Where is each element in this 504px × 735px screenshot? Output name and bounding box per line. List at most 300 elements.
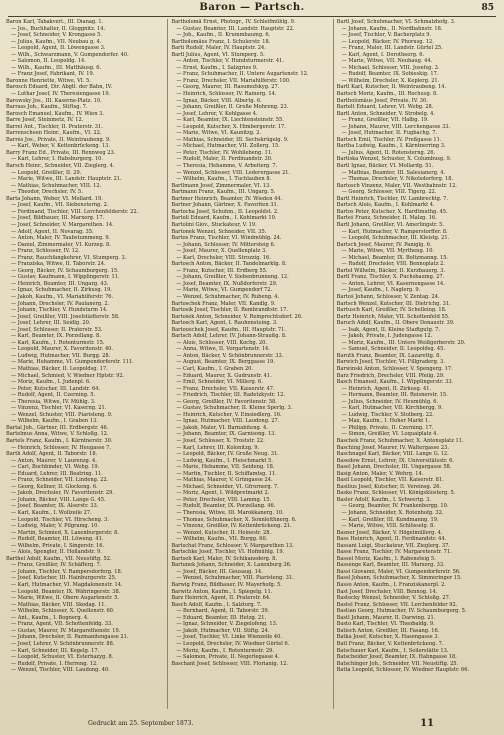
directory-entry: Baruch Adolf, Kaufm., II. Obere Donaustr. 39. (336, 320, 455, 327)
directory-entry: Baschnagel Karl, Bäcker, VIII. Lange G. 12. (336, 451, 449, 458)
directory-entry: — Carl, Kaufm., I. Graben 20. (176, 365, 254, 372)
directory-entry: — Josef, Greißler, VIII. Josefstädterstr. 58. (11, 313, 120, 320)
directory-entry: — Rudolf, Beamter, III. Löweng. 41. (11, 536, 104, 543)
directory-entry: Bartsch Moriz, Kaufm., III. Rochusg. 8. (336, 91, 438, 98)
directory-entry: Bastel Franz, Schlosser, VII. Lerchenfelder 92. (336, 601, 458, 608)
directory-entry: Bartošek Anton, Schneider, V. Reinprechtsdorf. 26. (171, 313, 303, 320)
directory-entry: — Gustav, Maurer, IV. Margarethenstr. 19. (11, 627, 121, 634)
directory-entry: Bartschke Josef, Tischler, VI. Hofmühlg. 19. (171, 549, 285, 556)
directory-entry: — Jakob, Private, I. Judengasse 12. (341, 333, 433, 340)
directory-entry: — Ferdinand, Tischler, VIII. Lerchenfelderstr. 22. (11, 208, 139, 215)
directory-entry: — Leopold, Tischler, VI. Hirscheng. 3. (11, 516, 109, 523)
directory-entry: — Mathias, Beamter, III. Salesianerg. 4. (341, 169, 446, 176)
directory-entry: — Thomas, Schuhmacher, X. Sonnleithnerg. 6. (176, 516, 297, 523)
directory-entry: — Marie, Witwe, II. Obere Augartenstr. 5. (11, 595, 120, 602)
directory-entry: Bartl Heinrich, Tischler, IV. Lambrechtg. 7. (336, 195, 449, 202)
directory-entry: — Leopold, Agent, II. Löwengasse 3. (11, 45, 106, 52)
directory-entry: Bartelmus Anna, Witwe, V. Schloßg. 12. (6, 431, 109, 438)
directory-entry: Barrenscheen Heinr., Kaufm., VI. 22. (6, 130, 102, 137)
directory-entry: — Thomas, Drechsler, V. Nikolsdorferg. 18. (341, 176, 454, 183)
directory-entry: — Josef, Tischler, V. Bacherplatz 9. (341, 32, 432, 39)
directory-entry: — Johann, Beamter, IX. Garnisong. 13. (176, 431, 276, 438)
directory-entry: Bartholomäus Josef, Private, IV. 30. (336, 97, 428, 104)
directory-entry: Barre Josef, Steinmetz, IV. 12. (6, 117, 84, 124)
directory-entry: — Josef, Maurer, X. Quellenplatz 3. (176, 248, 267, 255)
directory-entry: — Franz Josef, Fabrikant, IV. 19. (11, 71, 95, 78)
directory-entry: — Mathias, Schuhmacher, VIII. 12. (11, 182, 102, 189)
directory-entry: Barowsky Jos., III. Kaserne-Platz. 10. (6, 97, 102, 104)
directory-columns (6, 19, 498, 709)
directory-entry: Batscheider Josef, Beamter, IX. Hahngasse 18. (336, 654, 457, 661)
directory-entry: Bartsch Josef, Maurer, IV. Paniglg. 6. (336, 241, 432, 248)
directory-entry: — Peter, Tischler, IV. Wohllebeng. 11. (176, 149, 273, 156)
directory-entry: Basil Leopold, Tischler, VII. Kaiserstr. 81. (336, 477, 444, 484)
directory-entry: — Johann, Kaufm., II. Nordbahnstr. 18. (341, 25, 443, 32)
directory-entry: — Ernst, Kaufm., I. Salzgries 9. (176, 64, 258, 71)
directory-entry: — Adolf, Agent, II. Novarag. 35. (11, 228, 94, 235)
directory-entry: — Salomon, II. Leopoldg. 14. (11, 58, 86, 65)
directory-entry: — Jakob, Maler, VI. Barnabiteng. 4. (176, 424, 268, 431)
directory-entry: Bartels Franz, Kaufm., I. Kärntnerstr. 30. (6, 438, 113, 444)
directory-entry: — Philipp, Private, II. Czerning. 17. (341, 424, 434, 431)
directory-entry: — Leopold, Maurer, X. Favoritenstr. 40. (11, 346, 114, 353)
directory-entry: — Daniel, Zimmermaler, VI. Kurzeg. 8. (11, 241, 111, 248)
directory-entry: — Jakob, Drechsler, IV. Favoritenstr. 29. (11, 490, 114, 497)
directory-entry: — Josef, Bäcker, III. Geusaug. 14. (176, 568, 263, 575)
directory-entry: — Julius, Schneider, IV. Heumühlg. 6. (341, 398, 439, 405)
directory-entry: — Michael, Schmied, V. Wiedner Hptstr. 92. (11, 372, 125, 379)
directory-entry: — Georg, Maurer, III. Rasumofskyg. 27. (176, 84, 280, 91)
directory-entry: Barrel Ant., Tischler, II. Praterstr. 31. (6, 123, 103, 130)
directory-entry: Basse Franz, Tischler, IV. Margaretenstr. 71. (336, 549, 452, 556)
directory-entry: — Simon, Greißler, VI. Loquaiplatz 4. (341, 431, 438, 438)
directory-entry: — Karl, Beamter, IX. Porzellang. 8. (11, 333, 101, 340)
directory-entry: — Leopold, Schuhmacher, III. Kleistg. 21. (341, 235, 450, 242)
directory-entry: Bartl Anton, Schneider, V. Strobelg. 4. (336, 110, 436, 117)
directory-entry: — Georg, Kellner, II. Glockeng. 6. (11, 483, 98, 490)
directory-entry: — Josef, Kaufm., VII. Siebensterng. 2. (11, 202, 109, 209)
directory-entry: — Theodor, Drechsler, IV. 5. (11, 189, 83, 196)
directory-entry: — Alois, Schlosser, VIII. Kochg. 20. (176, 339, 267, 346)
directory-entry: — Julius, Kaufm., VII. Neubau g. 4. (11, 38, 102, 45)
directory-entry: — Moriz, Kaufm., III. Untere Weißgerberstr. 20. (341, 339, 466, 346)
directory-entry: Bartsch Wenzel, Kutscher, III. Dietrichg. 31. (336, 300, 451, 307)
directory-entry: Barosch Eduard, Dir. Abgtl. der Bahn, IV. (6, 84, 113, 91)
directory-entry: — Anton, Maurer, V. Laurenzg. 4. (11, 457, 97, 464)
directory-entry: — Max, Kaufm., I. Hoher Markt 1. (341, 418, 430, 425)
directory-entry: — Heinrich, Beamter, III. Ungarg. 43. (11, 280, 109, 287)
directory-entry: Basto Karl, Tischler, VI. Theobaldg. 9. (336, 621, 435, 628)
directory-entry: Bassel Moriz, Kaufm., I. Rabensteig 5. (336, 555, 436, 562)
directory-entry: Basch Emanuel, Kaufm., I. Wipplingerstr. 33. (336, 379, 454, 386)
directory-entry: — Johann, Schneider, X. Rotenhofg. 32. (341, 510, 444, 517)
directory-entry: — Gustav, Beamter, III. Landstr. Hauptstr. 22. (176, 25, 295, 32)
directory-entry: — Michael, Beamter, IX. Boltzmanng. 15. (341, 254, 449, 261)
directory-entry: Bartos Peter, Kutscher, X. Hardtmuthg. 45. (336, 208, 448, 215)
directory-entry: — Marie, Witwe, VII. Myrtheng. 10. (341, 248, 435, 255)
directory-entry: — Carl, Buchbinder, VI. Webg. 19. (11, 464, 100, 471)
directory-entry: — Josef, Beamter, IX. Alserstr. 33. (11, 503, 99, 510)
directory-entry: Barwitz Anton, Kaufm., I. Spiegelg. 11. (171, 588, 273, 595)
directory-entry: — Vinzenz, Greißler, IV. Kettenbrückeng. 21. (176, 523, 292, 530)
directory-entry: — Joh., Kaufm., II. Krummbaumg. 6. (176, 32, 271, 39)
directory-entry: Basso Anton, Kaufm., I. Franziskanerpl. 2. (336, 582, 446, 589)
directory-entry: — Ignaz, Schuhmacher, II. Zirkusg. 19. (11, 287, 112, 294)
directory-entry: — Hermann, Beamter, III. Reisnerstr. 15. (341, 392, 448, 399)
directory-entry: — Jakob, Kaufm., VI. Mariahilferstr. 76. (11, 293, 114, 300)
directory-entry: — Ludwig, Maler, V. Pilgramg. 10. (11, 523, 100, 530)
directory-entry: — Franz, Maler, III. Landstr. Gürtel 25. (341, 45, 443, 52)
directory-entry: Basilius Josef, Kutscher, II. Vereinsg. 26. (336, 483, 442, 490)
directory-entry: Barwich Josef, Tischler, VI. Fillgraderg. 3. (336, 359, 445, 366)
directory-entry: — Marie, Witwe, VIII. Schlösselg. 8. (341, 523, 435, 530)
directory-entry: — Martin, Schmied, X. Laxenburgerstr. 8. (11, 529, 119, 536)
directory-entry: — Leopold, Drechsler, IV. Wiedner Gürtel 6. (176, 640, 290, 647)
directory-entry: — Josef, Schneider, V. Margarethen. 14. (11, 221, 114, 228)
directory-entry: Batschauer Karl, Kaufm., I. Seilerstätte 13. (336, 647, 449, 654)
directory-entry: — Leopold, Schuster, VI. Esterhazyg. 8. (11, 654, 114, 661)
directory-entry: — Franz, Schneider, VII. Lindeng. 22. (11, 477, 109, 484)
directory-entry: — Josef, Beamter, IX. Nußdorferstr. 29. (176, 280, 278, 287)
directory-entry: — Johann, Schlosser, IV. Mittersteig 6. (176, 241, 276, 248)
directory-entry: — Michael, Hutmacher, VII. Zollerg. 15. (176, 143, 280, 150)
page-header (0, 2, 504, 16)
directory-entry: Barwinski Anton, Schlosser, V. Spengerg. 17. (336, 365, 453, 372)
directory-entry: — Wenzel, Kutscher, II. Heinestr. 28. (176, 529, 272, 536)
directory-entry: — Eduard, Lehrer, III. Beatrixg. 11. (11, 470, 103, 477)
directory-entry: Baron Karl, Tabakverl., III. Dianag. 1. (6, 19, 104, 25)
directory-entry: — Franz, Agent, VII. Schottenfeldg. 33. (11, 621, 113, 628)
directory-entry: — Ludwig, Kaufm., I. Fleischmarkt 5. (176, 457, 273, 464)
directory-entry: Baruth Franz, Beamter, IX. Lazarettg. 8. (336, 352, 442, 359)
directory-entry: — Franz, Drechsler, VII. Mariahilferstr. 100. (176, 77, 291, 84)
directory-entry: Bartoli Eduard, Kaufm., I. Kohlmarkt 10. (171, 215, 277, 222)
directory-entry: — Wenzel, Schuhmacher, IV. Rubeng. 4. (176, 293, 280, 300)
directory-entry: — Bernhard, Agent, II. Taborstr. 39. (176, 608, 270, 615)
directory-entry: Basch Adolf, Kaufm., I. Salztorg. 7. (171, 601, 262, 608)
directory-entry: — Theresia, Witwe, IV. Mühlg. 3. (11, 398, 96, 405)
directory-entry: — Emil, Schneider, VI. Millerg. 6. (176, 379, 263, 386)
directory-entry: — Josef, Hutmacher, II. Fugbachg. 7. (341, 130, 438, 137)
directory-entry: Barthel Adolf, Kaufm., VII. Neustiftg. 52. (6, 555, 112, 562)
directory-entry: — Karl, Hutmacher, VII. Kirchbergg. 9. (341, 405, 443, 412)
directory-entry: — Marie, Hebamme, VII. Seideng. 18. (176, 464, 275, 471)
directory-entry: — Marie, Witwe, VI. Kaunitzg. 2. (176, 130, 262, 137)
directory-entry: Bartl Johann, Greißler, VI. Amerlingstr. 5. (336, 221, 445, 228)
directory-entry: — Leopold, Bäcker, IV. Phorusg. 12. (341, 38, 434, 45)
directory-entry: — Josef, Tischler, VI. Linke Wienzeile 40. (176, 634, 282, 641)
directory-entry: Bartosch Vinzenz, Maler, VII. Westbahnstr. 12. (336, 182, 457, 189)
directory-entry: — Franz, Kutscher, III. Erdberg 55. (176, 267, 268, 274)
directory-entry: — Michael, Schlosser, VIII. Josefsg. 3. (341, 64, 440, 71)
directory-entry: — Johann, Maurer, VIII. Lerchengasse 33. (341, 123, 451, 130)
directory-entry: — Karl, Lehrer, I. Habsburgerg. 10. (11, 156, 103, 163)
directory-entry: — Josef, Lehrer, III. Seidlg. 20. (11, 320, 91, 327)
header-rule (8, 16, 496, 17)
directory-entry: Bassi Giovanni, Maler, VI. Gumpendorferstr. 56. (336, 568, 461, 575)
directory-entry: — Josef, Kutscher, III. Hainburgerstr. 25. (11, 575, 117, 582)
directory-entry: Batschinger Joh., Schneider, VII. Neustiftg. 25. (336, 660, 459, 667)
directory-entry: — Karl, Lehrer, III. Kolonitzg. 9. (176, 444, 260, 451)
directory-entry: — Josef, Schlosser, II. Praterstr. 53. (11, 326, 103, 333)
directory-entry: Barry Franz Ed., Private, III. Rennweg 23. (6, 149, 116, 156)
directory-entry: — Rudolf, Maler, II. Ferdinandstr. 30. (176, 156, 273, 163)
directory-entry: — Anton, Tischler, V. Hundsturmerstr. 41. (176, 58, 284, 65)
column-3 (337, 19, 498, 709)
directory-entry: — Wilhelm, Kaufm., I. Tuchlauben 8. (176, 176, 272, 183)
directory-entry: — Julius, Agent, II. Rotensterng. 26. (341, 149, 436, 156)
directory-entry: — Marie, Witwe, III. Landstr. Hauptstr. 21. (11, 176, 122, 183)
directory-entry: — Johann, Bäcker, VIII. Lange G. 45. (11, 496, 106, 503)
directory-entry: — Wilhelm, Schlosser, X. Quellenstr. 60. (11, 608, 115, 615)
directory-entry: Basel Johann, Drechsler, III. Ungargasse 58. (336, 464, 452, 471)
directory-entry: — Marie, Hebamme, VI. Gumpendorferstr. 111. (11, 359, 134, 366)
directory-entry: — Wilh., Schwarzmann, V. Gumpendorfer. 40. (11, 51, 129, 58)
directory-entry: Bartelt Eduard, Lehrer, VI. Webg. 28. (336, 104, 434, 111)
directory-entry: — Alois, Spengler, II. Hollandstr. 9. (11, 549, 102, 556)
directory-entry: — Johann, Greißler, V. Siebenbrunneng. 12. (176, 274, 289, 281)
directory-entry: — Salomon, Private, II. Negerlegasse 4. (176, 654, 280, 661)
directory-entry: Bartel Wilhelm, Bäcker, II. Kurzbauerg. 3. (336, 267, 446, 274)
directory-entry: — Josef, Schlosser, X. Troststr. 22. (176, 438, 265, 444)
directory-entry: — Heinrich, Schlosser, IV. Heugasse 7. (11, 444, 111, 451)
directory-entry: Bastecky Wenzel, Schneider, V. Schloßg. 27. (336, 595, 451, 602)
directory-entry: Bartl Julius, Agent, VI. Stumperg. 5. (171, 51, 265, 58)
directory-entry: — Mathias, Maurer, V. Grüngasse 24. (176, 477, 273, 484)
directory-entry: — Ant., Kaufm., I. Bognerg. 4. (11, 614, 89, 621)
directory-entry: Bartlmann Josef, Zimmermaler, VI. 13. (171, 182, 271, 189)
directory-entry: Bartosik Josef, Tischler, II. Rembrandtstr. 17. (171, 307, 288, 314)
directory-entry: — Georg, Beamter, IV. Frankenbergg. 10. (341, 503, 449, 510)
directory-entry: Barti Rudolf, Maler, IV. Hauptstr. 24. (171, 45, 266, 52)
directory-entry: — Heinrich, Kutscher, V. Einsiedlerg. 16. (176, 411, 282, 418)
directory-entry: — Wilhelm, Kaufm., VII. Burgg. 60. (176, 536, 268, 543)
directory-entry: Bartos Franz, Tischler, VI. Windmühlg. 24. (171, 235, 282, 242)
directory-entry: Bassl Johann, Schuhmacher, X. Simmeringer 15. (336, 575, 462, 582)
directory-entry: Bartolini Giov., Stuckateur, V. 19. (171, 221, 257, 228)
directory-entry: Bass Heinrich, Agent, II. Ferdinandstr. 44. (336, 536, 447, 543)
directory-entry: — Anna, Witwe, II. Vorgartenstr. 14. (176, 346, 270, 353)
directory-entry: — Jos., Buchhalter, II. Gloggnitz. 14. (11, 25, 106, 32)
directory-entry: Bartmer Heinrich, Beamter, IV. Wieden 44. (171, 195, 283, 202)
directory-entry: — Rudolf, Drechsler, VIII. Bennoplatz 2. (341, 261, 445, 268)
directory-entry: — August, Beamter, IX. Berggasse 19. (176, 359, 275, 366)
directory-entry: — Georg, Greißler, IV. Favoritenstr. 58. (176, 398, 277, 405)
directory-entry: Barz Friedrich, Drechsler, VIII. Pfeilg. 29. (336, 372, 445, 379)
directory-entry: — Johann, Greißler, II. Große Mohreng. 23. (176, 104, 289, 111)
directory-entry: — Ignaz, Bäcker, VIII. Albertg. 6. (176, 97, 262, 104)
directory-entry: — Mathias, Bäcker, II. Leopoldsg. 17. (11, 365, 108, 372)
directory-entry: — Franziska, Witwe, II. Taborstr. 24. (11, 261, 106, 268)
directory-entry: — Georg, Bäcker, IV. Schaumburgerg. 15. (11, 267, 119, 274)
directory-entry: Bartl Karl, Kutscher, II. Weintraubeng. 14. (336, 84, 447, 91)
column-2 (171, 19, 333, 709)
directory-entry: Baschant Josef, Schlosser, VIII. Florianig. 12. (171, 660, 288, 667)
directory-entry: Bartoš Johann, Schlosser, V. Zentag. 24. (336, 293, 440, 300)
directory-entry: Bastl Johann, Maurer, II. Darwing. 21. (336, 614, 436, 621)
directory-entry: Bartosch Anton, Bäcker, II. Tandelmarktg. 8. (171, 261, 287, 268)
directory-entry: — Leopold, Kutscher, X. Himbergerstr. 17. (176, 123, 286, 130)
directory-entry: — Jakob, Hutmacher, VII. Stiftg. 24. (176, 627, 270, 634)
directory-entry: — Theresia, Witwe, III. Marokkanerg. 10. (176, 510, 284, 517)
directory-entry: Barteš Franz, Schneider, II. Malzg. 16. (336, 215, 437, 222)
directory-entry: — Mathias, Bäcker, VIII. Skodag. 11. (11, 601, 107, 608)
directory-entry: — Leopold, Bäcker, IV. Große Neug. 31. (176, 451, 279, 458)
signature-number: 11 (420, 718, 434, 729)
directory-entry: Bartl Ignaz, Bäcker, VI. Mollardg. 51. (336, 163, 434, 170)
directory-entry: — Karl, Greißler, III. Kundmanng. 19. (341, 516, 439, 523)
directory-entry: — Gustav, Schuhmacher, II. Kleine Sperlg. 3. (176, 405, 293, 412)
directory-entry: — Karl, Kaufm., I. Wollzeile 27. (11, 510, 92, 517)
directory-entry: Bastian Georg, Hutmacher, IV. Schaumburgerg. 5. (336, 608, 467, 615)
directory-entry: — Wilhelm, Private, I. Singerstr. 16. (11, 542, 105, 549)
directory-entry: — Marie, Witwe, VI. Gumpendorf 72. (176, 287, 273, 294)
directory-entry: — Rudolf, Agent, II. Czerning. 5. (11, 392, 96, 399)
directory-entry: Barsch Heinr., Schneider, VII. Zieglerg. 4. (6, 163, 115, 170)
directory-entry: — Josef, Bildhauer, III. Marxerg. 17. (11, 215, 105, 222)
directory-entry: — Isak, Agent, II. Kleine Stadtgutg. 7. (341, 326, 440, 333)
directory-entry: Bartha Ludwig, Kaufm., I. Kärntnerring 3. (336, 143, 446, 150)
directory-entry: Bartz Heinrich, Maler, VII. Schottenfeld 55. (336, 313, 450, 320)
directory-entry: Bassani Luigi, Stuckateur, VII. Zieglerg. 37. (336, 542, 450, 549)
directory-entry: Bassenge Karl, Beamter, III. Marxerg. 33. (336, 562, 445, 569)
directory-entry: Barrass Joh., Kaufm., Stiftsg. 7. (6, 104, 88, 111)
directory-entry: — Franz, Schuhmacher, II. Untere Augartenstr. 12. (176, 71, 309, 78)
directory-entry: Bast Josef, Drechsler, VIII. Bennog. 14. (336, 588, 438, 595)
directory-entry: — Karl, Hutmacher, VI. Magdalenenstr. 14. (11, 582, 123, 589)
directory-entry: — Eduard, Maurer, X. Gudrunstr. 41. (176, 372, 272, 379)
directory-entry: Batka Josef, Kutscher, X. Hasengasse 3. (336, 634, 440, 641)
directory-entry: Barta Johann, Weber, VI. Mollard. 19. (6, 195, 103, 202)
directory-entry: Bartholomäus Franz, I. Schulerstr. 18. (171, 38, 271, 45)
directory-entry: — Ignaz, Hutmacher, VIII. Laudong. 27. (176, 418, 280, 425)
directory-entry: Bartouschek Josef, Kaufm., III. Hauptstr. 71. (171, 326, 286, 333)
directory-entry: Barz Heinrich, Agent, II. Praterstr. 64. (171, 595, 271, 602)
directory-entry: Bartseb Karl, Maler, IV. Schikanederg. 8. (171, 555, 278, 562)
page-number: 85 (481, 3, 494, 13)
page-title: Baron — Partsch. (199, 2, 305, 13)
directory-entry: — Moriz, Kaufm., I. Judenpl. 6. (11, 379, 91, 386)
directory-entry: Barrès Jos., Private, II. Weintraubeng. 9. (6, 136, 111, 143)
directory-entry: — Heinrich, Agent, II. Zirkusg. 41. (341, 385, 432, 392)
directory-entry: — Rudolf, Private, I. Herreng. 12. (11, 660, 98, 667)
directory-entry: — Leopold, Beamter, IX. Währingerstr. 38. (11, 588, 121, 595)
directory-entry: — Franz, Schlosser, IV. 12. (11, 248, 80, 255)
directory-entry: — Johann, Drechsler, II. Pazmanitengasse 21. (11, 634, 129, 641)
directory-entry: Basig Anton, Maler, V. Wehrg. 14. (336, 470, 424, 477)
directory-entry: — Franz, Rauchfangkehrer, VI. Stumperg. 3. (11, 254, 127, 261)
directory-entry: — Franz, Greißler, IV. Schäfferg. 7. (11, 562, 102, 569)
directory-entry: — Anton, Lehrer, VI. Kasernengasse 14. (341, 280, 445, 287)
directory-entry: — Friedrich, Tischler, III. Radetzkystr. 12. (176, 392, 285, 399)
directory-entry: Basching Josef, Maurer, IV. Waltergasse 23. (336, 444, 449, 451)
directory-entry: Bartsch Adolf, Lehrer, IV. Johann-Straußg. 8. (171, 333, 287, 340)
directory-entry: — Wilh., Kaufm., III. Matthäusg. 6. (11, 64, 102, 71)
directory-entry: Bartsch Alois, Kaufm., I. Kohlmarkt 4. (336, 202, 435, 209)
directory-entry: Bartunek Johann, Schneider, X. Laxenburg 36. (171, 562, 292, 569)
directory-entry: — Peter, Kutscher, III. Landstr. 64. (11, 385, 101, 392)
directory-entry: Bartholomä Ernst, Photogr., IV. Schleifmühlg. 9. (171, 19, 296, 25)
directory-entry: — Wenzel, Schuhmacher, VIII. Piaristeng. 31. (176, 575, 294, 582)
directory-entry: — Johann, Tischler, V. Rampersdorferg. 18. (11, 568, 123, 575)
directory-entry: Bartl Franz, Tischler, X. Puchsbaumg. 27. (336, 274, 445, 281)
directory-entry: Bartner Johann, Gärtner, X. Favoriten 31. (171, 202, 279, 209)
directory-entry: Bartschat Franz, Schlosser, V. Margarethen 13. (171, 542, 294, 549)
directory-entry: Baronne Henriette, Witwe, VI. 5. (6, 77, 91, 84)
directory-entry: — Josef, Lehrer, V. Schönbrunnerstr. 88. (11, 640, 115, 647)
directory-entry: — Karl, Schneider, III. Kegelg. 17. (11, 647, 100, 654)
print-date-note: Gedruckt am 25. September 1873. (88, 720, 194, 727)
directory-entry: — Karl, Beamter, IX. Liechtensteinstr. 55. (176, 117, 284, 124)
directory-entry: — Marie, Witwe, VII. Neubaug. 44. (341, 58, 433, 65)
directory-entry: — Rudolf, Beamter, IX. Sobieskig. 17. (341, 71, 439, 78)
directory-entry: — Martin, Tischler, II. Schiffamtsg. 11. (176, 470, 277, 477)
directory-entry: — Johann, Drechsler, IV. Paulanerg. 2. (11, 300, 110, 307)
page-footer (0, 715, 504, 729)
directory-entry: — Josef, Kaufm., I. Naglerg. 9. (341, 287, 421, 294)
directory-entry: Baschek Franz, Schuhmacher, X. Antonsplatz 11. (336, 438, 464, 444)
directory-entry: — Anton, Bäcker, V. Schönbrunnerstr. 33. (176, 352, 284, 359)
directory-entry: — Karl, Drechsler, VIII. Strozzig. 16. (176, 254, 271, 261)
directory-entry: — Ignaz, Schneider, V. Ziegelofeng. 13. (176, 621, 278, 628)
directory-entry: — Wilhelm, Kaufm., I. Graben 13. (11, 418, 98, 425)
directory-entry: Bartal Joh., Gärtner, III. Erdbergstr. 46. (6, 424, 109, 431)
directory-entry: — Karl, Agent, I. Dorotheerg. 6. (341, 51, 425, 58)
directory-entry: — Wenzel, Schuster, VIII. Piaristeng. 9. (11, 411, 113, 418)
directory-entry: — Vinzenz, Tischler, VI. Kaserng. 21. (11, 405, 107, 412)
directory-entry: — Lothar Josef, IV. Theresiengasse 19. (11, 91, 111, 98)
directory-entry: — Karl, Weber, V. Kettenbrückeng. 13. (11, 143, 110, 150)
directory-entry: — Karl, Hutmacher, V. Ramperstorffer. 8. (341, 228, 448, 235)
directory-entry: Bartsch Emil, Tischler, IV. Preßgasse 11. (336, 136, 442, 143)
directory-entry: — Leopold, Greißler, II. 29. (11, 169, 82, 176)
directory-entry: Basedow Ernst, Lehrer, IX. Universitätsstr. 6. (336, 457, 454, 464)
directory-entry: — Anton, Maler, IV. Taubstummeng. 9. (11, 235, 111, 242)
directory-entry: — Ludwig, Tischler, V. Stolberg. 22. (341, 411, 434, 418)
directory-entry: — Johann, Tischler, V. Hundsturm 14. (11, 307, 108, 314)
directory-entry: — Mathias, Schneider, III. Sechskrügelg. 9. (176, 136, 289, 143)
directory-entry: Bartiska Wenzel, Schuster, X. Columbusg. 9. (336, 156, 452, 163)
directory-entry: Bartl Josef, Schuhmacher, VI. Schmalzhofg. 3. (336, 19, 456, 25)
directory-entry: Bartonek Wenzel, Schneider, VII. 35. (171, 228, 267, 235)
directory-entry: — Wenzel, Tischler, VIII. Laudong. 40. (11, 667, 110, 674)
directory-entry: Bartmann Franz, Kaufm., III. Ungarg. 5. (171, 189, 276, 196)
directory-entry: — Franz, Drechsler, VII. Kaiserstr. 47. (176, 385, 275, 392)
directory-entry: — Peter, Drechsler, VIII. Lammg. 15. (176, 496, 272, 503)
directory-entry: Bartusch Karl, Greißler, IV. Schelleing. 18. (336, 307, 447, 314)
directory-entry: — Michael, Schneider, VI. Gfrornerg. 7. (176, 483, 279, 490)
directory-entry: — Wilhelm, Drechsler, X. Keplerg. 21. (341, 77, 440, 84)
directory-entry: — Moriz, Kaufm., I. Rotenturmstr. 29. (176, 647, 274, 654)
directory-entry: — Moriz, Agent, I. Wildpretmarkt 2. (176, 490, 270, 497)
directory-entry: Batta Leopold, Schlosser, IV. Wiedner Hauptstr. 66. (336, 667, 470, 674)
directory-entry: Basner Josef, Bäcker, V. Högelmüllerg. 4. (336, 529, 443, 536)
directory-entry: — Georg, Schlosser, VIII. Tigerg. 22. (341, 189, 437, 196)
directory-entry: Bartocha Josef, Schuhm., II. Leopoldst. 2. (171, 208, 279, 215)
directory-entry: Bartoschek Franz, Maler, VII. Kandlg. 9. (171, 300, 276, 307)
directory-entry: Barosch Emanuel, Kaufm., IV. Wien 3. (6, 110, 104, 117)
directory-entry: — Heinrich, Schlosser, IV. Rainerg. 14. (176, 91, 277, 98)
directory-entry: — Wenzel, Schlosser, VIII. Lederergasse 21. (176, 169, 291, 176)
directory-entry: — Ludwig, Hutmacher, VII. Burgg. 28. (11, 352, 111, 359)
column-1 (6, 19, 168, 709)
directory-entry: — Eduard, Beamter, III. Hetzg. 21. (176, 614, 267, 621)
directory-entry: — Rudolf, Beamter, IX. Porzellang. 46. (176, 503, 276, 510)
directory-entry: — Theresia, Hebamme, V. Arbeiterg. 7. (176, 163, 278, 170)
directory-entry: Batl Franz, Bäcker, V. Kettenbrückeng. 7. (336, 640, 444, 647)
directory-entry: Bartosch Karl, Agent, I. Rauhensteing. 3. (171, 320, 278, 327)
directory-entry: Batisch Anton, Greißler, III. Fasang. 16. (336, 627, 440, 634)
